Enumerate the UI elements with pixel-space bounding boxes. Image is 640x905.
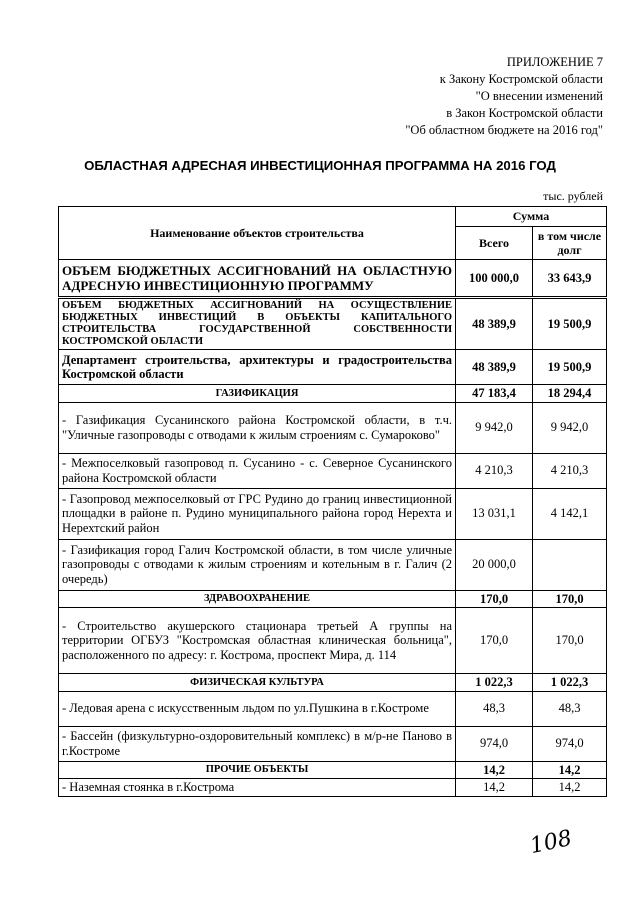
table-row-debt: 4 142,1 — [533, 488, 607, 539]
capital-row-total: 48 389,9 — [456, 298, 533, 350]
table-row-total: 48,3 — [456, 691, 533, 726]
handwritten-page-number: 108 — [527, 825, 575, 860]
table-row-name: - Ледовая арена с искусственным льдом по ул.Пушкина в г.Костроме — [59, 691, 456, 726]
table-row-debt: 170,0 — [533, 608, 607, 674]
table-row-name: - Газификация город Галич Костромской области, в том числе уличные газопроводы с отводами к жилым строениям и котельным в г. Галич (2 очередь) — [59, 539, 456, 590]
total-row-total: 100 000,0 — [456, 260, 533, 298]
section-other: ПРОЧИЕ ОБЪЕКТЫ — [59, 761, 456, 779]
units-label: тыс. рублей — [543, 189, 603, 203]
department-row-total: 48 389,9 — [456, 350, 533, 385]
table-row-name: - Межпоселковый газопровод п. Сусанино - с. Северное Сусанинского района Костромской области — [59, 453, 456, 488]
table-row-name: - Газопровод межпоселковый от ГРС Рудино до границ инвестиционной площадки в районе п. Рудино муниципального района город Нерехта и Нерехтский район — [59, 488, 456, 539]
section-other-debt: 14,2 — [533, 761, 607, 779]
appendix-header — [405, 54, 603, 139]
appendix-line: "Об областном бюджете на 2016 год" — [405, 123, 603, 137]
table-row-debt — [533, 539, 607, 590]
section-health: ЗДРАВООХРАНЕНИЕ — [59, 590, 456, 608]
table-row-name: - Газификация Сусанинского района Костромской области, в т.ч. "Уличные газопроводы с отводами к жилым строениям с. Сумароково" — [59, 402, 456, 453]
table-row-total: 20 000,0 — [456, 539, 533, 590]
table-row-name: - Строительство акушерского стационара третьей А группы на территории ОГБУЗ "Костромская областная клиническая больница", расположенного по адресу: г. Кострома, проспект Мира, д. 114 — [59, 608, 456, 674]
table-row-total: 974,0 — [456, 726, 533, 761]
appendix-line: ПРИЛОЖЕНИЕ 7 — [506, 55, 603, 69]
table-row-name: - Бассейн (физкультурно-оздоровительный комплекс) в м/р-не Паново в г.Костроме — [59, 726, 456, 761]
section-other-total: 14,2 — [456, 761, 533, 779]
table-row-total: 9 942,0 — [456, 402, 533, 453]
table-row-total: 4 210,3 — [456, 453, 533, 488]
department-row-debt: 19 500,9 — [533, 350, 607, 385]
appendix-line: к Закону Костромской области — [439, 72, 603, 86]
header-sum: Сумма — [456, 207, 607, 227]
header-name: Наименование объектов строительства — [59, 207, 456, 260]
department-row-name: Департамент строительства, архитектуры и градостроительства Костромской области — [59, 350, 456, 385]
section-gas: ГАЗИФИКАЦИЯ — [59, 385, 456, 403]
appendix-line: "О внесении изменений — [475, 89, 603, 103]
capital-row-name: ОБЪЕМ БЮДЖЕТНЫХ АССИГНОВАНИЙ НА ОСУЩЕСТВЛЕНИЕ БЮДЖЕТНЫХ ИНВЕСТИЦИЙ В ОБЪЕКТЫ КАПИТАЛЬНОГО СТРОИТЕЛЬСТВА ГОСУДАРСТВЕННОЙ СОБСТВЕННОСТИ КОСТРОМСКОЙ ОБЛАСТИ — [59, 298, 456, 350]
table-row-total: 170,0 — [456, 608, 533, 674]
section-sport-debt: 1 022,3 — [533, 674, 607, 692]
total-row-name: ОБЪЕМ БЮДЖЕТНЫХ АССИГНОВАНИЙ НА ОБЛАСТНУЮ АДРЕСНУЮ ИНВЕСТИЦИОННУЮ ПРОГРАММУ — [59, 260, 456, 298]
section-health-debt: 170,0 — [533, 590, 607, 608]
section-sport: ФИЗИЧЕСКАЯ КУЛЬТУРА — [59, 674, 456, 692]
table-row-debt: 9 942,0 — [533, 402, 607, 453]
table-row-debt: 14,2 — [533, 779, 607, 797]
appendix-line: в Закон Костромской области — [446, 106, 603, 120]
header-total: Всего — [456, 227, 533, 260]
section-gas-debt: 18 294,4 — [533, 385, 607, 403]
table-row-debt: 4 210,3 — [533, 453, 607, 488]
table-row-total: 13 031,1 — [456, 488, 533, 539]
table-row-name: - Наземная стоянка в г.Кострома — [59, 779, 456, 797]
total-row-debt: 33 643,9 — [533, 260, 607, 298]
section-gas-total: 47 183,4 — [456, 385, 533, 403]
investment-table — [58, 206, 607, 797]
section-sport-total: 1 022,3 — [456, 674, 533, 692]
section-health-total: 170,0 — [456, 590, 533, 608]
capital-row-debt: 19 500,9 — [533, 298, 607, 350]
table-row-debt: 974,0 — [533, 726, 607, 761]
table-row-debt: 48,3 — [533, 691, 607, 726]
document-title: ОБЛАСТНАЯ АДРЕСНАЯ ИНВЕСТИЦИОННАЯ ПРОГРАММА НА 2016 ГОД — [84, 158, 556, 173]
table-row-total: 14,2 — [456, 779, 533, 797]
header-debt: в том числе долг — [533, 227, 607, 260]
